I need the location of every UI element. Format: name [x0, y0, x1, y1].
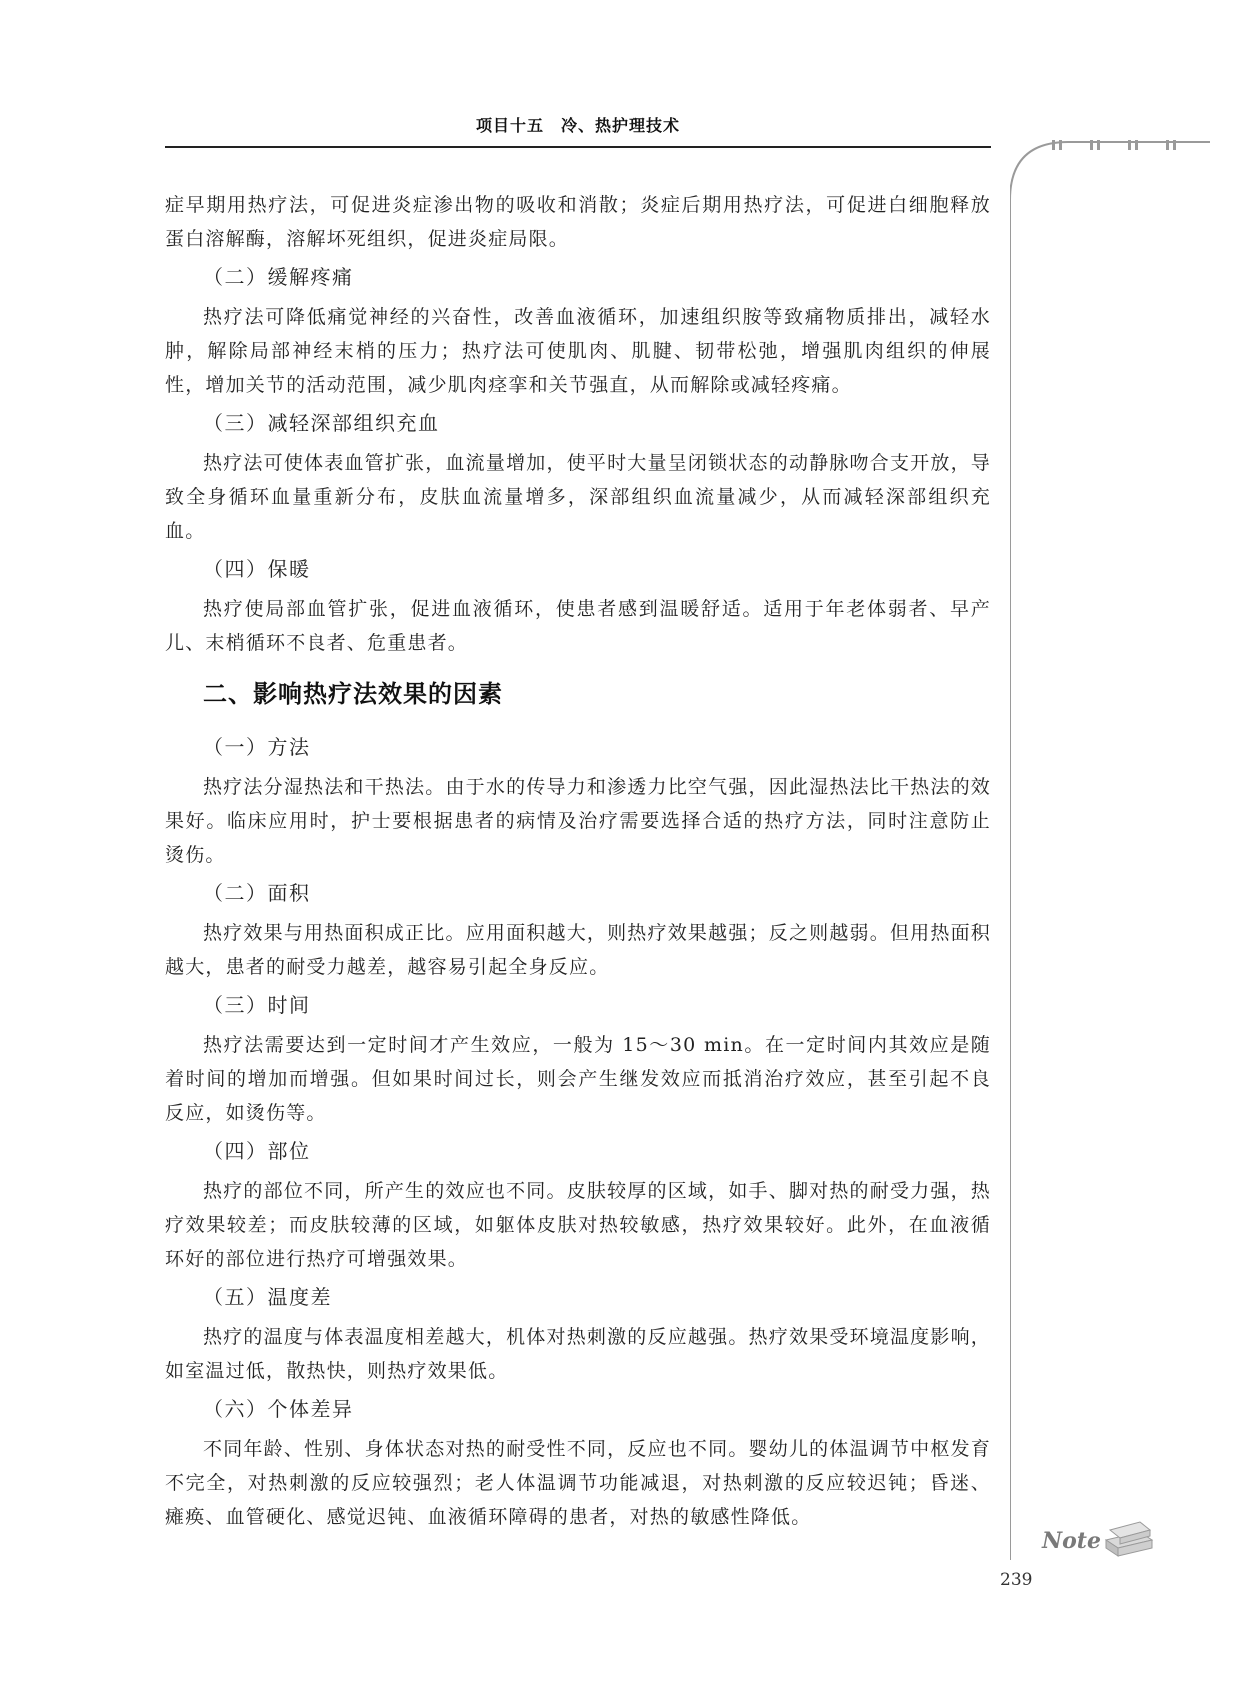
- paragraph-method: 热疗法分湿热法和干热法。由于水的传导力和渗透力比空气强，因此湿热法比干热法的效果好。临床应用时，护士要根据患者的病情及治疗需要选择合适的热疗方法，同时注意防止烫伤。: [165, 776, 991, 866]
- paragraph-relieve-pain: 热疗法可降低痛觉神经的兴奋性，改善血液循环，加速组织胺等致痛物质排出，减轻水肿，解除局部神经末梢的压力；热疗法可使肌肉、肌腱、韧带松弛，增强肌肉组织的伸展性，增加关节的活动范围，减少肌肉痉挛和关节强直，从而解除或减轻疼痛。: [165, 306, 991, 396]
- paragraph-reduce-congestion: 热疗法可使体表血管扩张，血流量增加，使平时大量呈闭锁状态的动静脉吻合支开放，导致全身循环血量重新分布，皮肤血流量增多，深部组织血流量减少，从而减轻深部组织充血。: [165, 452, 991, 542]
- header-rule: [165, 146, 991, 148]
- paragraph-temperature-difference: 热疗的温度与体表温度相差越大，机体对热刺激的反应越强。热疗效果受环境温度影响，如室温过低，散热快，则热疗效果低。: [165, 1326, 991, 1382]
- paragraph-area: 热疗效果与用热面积成正比。应用面积越大，则热疗效果越强；反之则越弱。但用热面积越大，患者的耐受力越差，越容易引起全身反应。: [165, 922, 991, 978]
- margin-decoration: [1010, 140, 1210, 1560]
- paragraph-warmth: 热疗使局部血管扩张，促进血液循环，使患者感到温暖舒适。适用于年老体弱者、早产儿、末梢循环不良者、危重患者。: [165, 598, 991, 654]
- running-header-title: 项目十五 冷、热护理技术: [475, 116, 680, 135]
- page-number: 239: [1000, 1570, 1033, 1590]
- subheading-individual-difference: （六）个体差异: [203, 1397, 354, 1421]
- subheading-area: （二）面积: [203, 881, 311, 905]
- books-icon: [1106, 1522, 1152, 1556]
- page-body: [165, 188, 991, 1538]
- subheading-site: （四）部位: [203, 1139, 311, 1163]
- section-title: 二、影响热疗法效果的因素: [203, 680, 503, 708]
- subheading-relieve-pain: （二）缓解疼痛: [203, 265, 354, 289]
- paragraph-site: 热疗的部位不同，所产生的效应也不同。皮肤较厚的区域，如手、脚对热的耐受力强，热疗效果较差；而皮肤较薄的区域，如躯体皮肤对热较敏感，热疗效果较好。此外，在血液循环好的部位进行热疗可增强效果。: [165, 1180, 991, 1270]
- note-logo: [1040, 1510, 1160, 1570]
- subheading-time: （三）时间: [203, 993, 311, 1017]
- subheading-temperature-difference: （五）温度差: [203, 1285, 332, 1309]
- note-logo-text: Note: [1042, 1528, 1101, 1554]
- subheading-method: （一）方法: [203, 735, 311, 759]
- subheading-warmth: （四）保暖: [203, 557, 311, 581]
- paragraph-continuation: 症早期用热疗法，可促进炎症渗出物的吸收和消散；炎症后期用热疗法，可促进白细胞释放蛋白溶解酶，溶解坏死组织，促进炎症局限。: [165, 194, 991, 250]
- paragraph-time: 热疗法需要达到一定时间才产生效应，一般为 15～30 min。在一定时间内其效应是随着时间的增加而增强。但如果时间过长，则会产生继发效应而抵消治疗效应，甚至引起不良反应，如烫伤等。: [165, 1034, 991, 1124]
- subheading-reduce-congestion: （三）减轻深部组织充血: [203, 411, 440, 435]
- paragraph-individual-difference: 不同年龄、性别、身体状态对热的耐受性不同，反应也不同。婴幼儿的体温调节中枢发育不完全，对热刺激的反应较强烈；老人体温调节功能减退，对热刺激的反应较迟钝；昏迷、瘫痪、血管硬化、感觉迟钝、血液循环障碍的患者，对热的敏感性降低。: [165, 1438, 991, 1528]
